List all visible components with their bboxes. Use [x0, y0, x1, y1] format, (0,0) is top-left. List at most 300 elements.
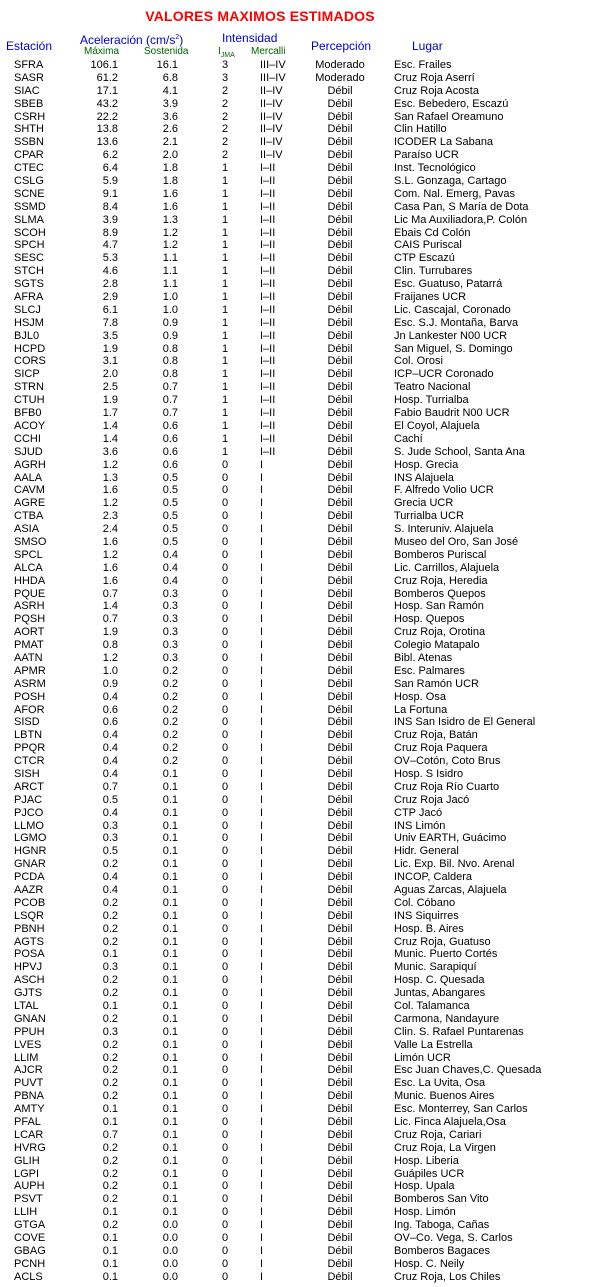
aceleracion-sostenida: 0.1 [162, 961, 178, 974]
aceleracion-maxima: 0.2 [102, 1180, 118, 1193]
aceleracion-maxima: 0.2 [102, 909, 118, 922]
aceleracion-sostenida: 0.5 [162, 471, 178, 484]
station-code: GNAN [14, 1012, 46, 1025]
aceleracion-maxima: 106.1 [90, 59, 118, 71]
table-row [0, 355, 590, 368]
table-row [0, 704, 590, 717]
intensidad-mercalli: I–II [260, 162, 276, 175]
intensidad-mercalli: I–II [260, 329, 276, 342]
aceleracion-maxima: 0.1 [102, 948, 118, 961]
intensidad-jma: 0 [221, 793, 229, 806]
aceleracion-maxima: 0.2 [102, 935, 118, 948]
lugar: Lic. Carrillos, Alajuela [394, 561, 500, 574]
intensidad-jma: 1 [221, 329, 229, 342]
intensidad-jma: 1 [221, 303, 229, 316]
intensidad-mercalli: I [260, 806, 264, 819]
table-row [0, 472, 590, 485]
table-row [0, 1103, 590, 1116]
aceleracion-sostenida: 2.6 [162, 123, 178, 136]
aceleracion-maxima: 0.2 [102, 1193, 118, 1206]
station-code: ACLS [14, 1270, 43, 1283]
aceleracion-sostenida: 4.1 [162, 84, 178, 97]
intensidad-mercalli: I [260, 896, 264, 909]
intensidad-mercalli: I [260, 651, 264, 664]
lugar: Valle La Estrella [394, 1038, 473, 1051]
aceleracion-maxima: 0.2 [102, 974, 118, 987]
aceleracion-sostenida: 0.1 [162, 896, 178, 909]
intensidad-jma: 0 [221, 935, 229, 948]
intensidad-jma: 0 [221, 1064, 229, 1077]
percepcion: Débil [327, 1025, 353, 1038]
aceleracion-maxima: 2.4 [102, 523, 118, 536]
table-row [0, 1232, 590, 1245]
aceleracion-maxima: 0.2 [102, 858, 118, 871]
percepcion: Débil [327, 265, 353, 278]
table-row [0, 291, 590, 304]
station-code: CORS [14, 355, 46, 368]
aceleracion-sostenida: 0.6 [162, 445, 178, 458]
intensidad-mercalli: I [260, 922, 264, 935]
intensidad-jma: 1 [221, 342, 229, 355]
intensidad-mercalli: I [260, 471, 264, 484]
intensidad-mercalli: I [260, 1232, 264, 1245]
station-code: APMR [14, 664, 46, 677]
aceleracion-maxima: 1.6 [102, 561, 118, 574]
intensidad-mercalli: I [260, 742, 264, 755]
station-code: PMAT [14, 639, 44, 652]
aceleracion-maxima: 0.3 [102, 961, 118, 974]
header-mercalli: Mercalli [251, 46, 286, 57]
header-maxima: Máxima [84, 46, 120, 57]
percepcion: Débil [327, 922, 353, 935]
aceleracion-maxima: 4.7 [102, 239, 118, 252]
table-row [0, 1180, 590, 1193]
lugar: Hidr. General [394, 845, 459, 858]
aceleracion-maxima: 8.9 [102, 226, 118, 239]
aceleracion-maxima: 0.1 [102, 1244, 118, 1257]
intensidad-jma: 0 [221, 703, 229, 716]
table-row [0, 484, 590, 497]
aceleracion-sostenida: 0.1 [162, 1064, 178, 1077]
aceleracion-maxima: 0.1 [102, 1116, 118, 1129]
intensidad-jma: 0 [221, 677, 229, 690]
lugar: CAIS Puriscal [394, 239, 462, 252]
intensidad-jma: 0 [221, 1141, 229, 1154]
aceleracion-maxima: 0.1 [102, 1103, 118, 1116]
intensidad-jma: 0 [221, 1116, 229, 1129]
intensidad-mercalli: I [260, 987, 264, 1000]
percepcion: Débil [327, 471, 353, 484]
intensidad-jma: 0 [221, 574, 229, 587]
station-code: LGMO [14, 832, 47, 845]
intensidad-mercalli: I [260, 510, 264, 523]
table-row [0, 1090, 590, 1103]
intensidad-mercalli: I [260, 1064, 264, 1077]
aceleracion-sostenida: 1.1 [162, 278, 178, 291]
aceleracion-maxima: 1.6 [102, 484, 118, 497]
aceleracion-sostenida: 0.5 [162, 497, 178, 510]
table-row [0, 1039, 590, 1052]
aceleracion-sostenida: 1.8 [162, 175, 178, 188]
intensidad-jma: 0 [221, 1154, 229, 1167]
station-code: LSQR [14, 909, 44, 922]
lugar: Hosp. C. Quesada [394, 974, 485, 987]
aceleracion-maxima: 3.9 [102, 213, 118, 226]
aceleracion-sostenida: 0.3 [162, 587, 178, 600]
percepcion: Débil [327, 97, 353, 110]
lugar: Cruz Roja Paquera [394, 742, 488, 755]
aceleracion-maxima: 0.4 [102, 742, 118, 755]
intensidad-mercalli: I [260, 561, 264, 574]
table-row [0, 343, 590, 356]
table-row [0, 961, 590, 974]
intensidad-mercalli: II–IV [260, 136, 283, 149]
lugar: Museo del Oro, San José [394, 535, 519, 548]
header-aceleracion-text: Aceleración (cm/s [80, 33, 176, 47]
aceleracion-maxima: 5.9 [102, 175, 118, 188]
lugar: Esc. La Uvita, Osa [394, 1077, 486, 1090]
station-code: ASRM [14, 677, 46, 690]
aceleracion-maxima: 2.5 [102, 381, 118, 394]
percepcion: Débil [327, 1141, 353, 1154]
percepcion: Débil [327, 175, 353, 188]
aceleracion-maxima: 0.2 [102, 1064, 118, 1077]
intensidad-mercalli: I [260, 1128, 264, 1141]
intensidad-jma: 0 [221, 639, 229, 652]
lugar: Univ EARTH, Guácimo [394, 832, 507, 845]
table-row [0, 1129, 590, 1142]
table-row [0, 523, 590, 536]
table-row [0, 691, 590, 704]
intensidad-jma: 2 [221, 110, 229, 123]
percepcion: Débil [327, 226, 353, 239]
intensidad-mercalli: I [260, 858, 264, 871]
intensidad-jma: 1 [221, 265, 229, 278]
intensidad-jma: 0 [221, 806, 229, 819]
intensidad-jma: 2 [221, 97, 229, 110]
percepcion: Débil [327, 987, 353, 1000]
intensidad-jma: 1 [221, 200, 229, 213]
station-code: AGRE [14, 497, 46, 510]
intensidad-mercalli: I [260, 935, 264, 948]
lugar: Clin. Turrubares [394, 265, 473, 278]
percepcion: Débil [327, 690, 353, 703]
percepcion: Débil [327, 1090, 353, 1103]
lugar: Munic. Buenos Aires [394, 1090, 495, 1103]
lugar: Cruz Roja, Cariari [394, 1128, 482, 1141]
percepcion: Débil [327, 200, 353, 213]
station-code: AFOR [14, 703, 45, 716]
aceleracion-maxima: 9.1 [102, 187, 118, 200]
table-row [0, 1000, 590, 1013]
station-code: CAVM [14, 484, 45, 497]
aceleracion-sostenida: 0.1 [162, 1167, 178, 1180]
intensidad-mercalli: I [260, 1103, 264, 1116]
intensidad-jma: 0 [221, 845, 229, 858]
percepcion: Débil [327, 806, 353, 819]
station-code: HCPD [14, 342, 46, 355]
lugar: Ing. Taboga, Cañas [394, 1219, 490, 1232]
intensidad-mercalli: I [260, 832, 264, 845]
aceleracion-maxima: 0.4 [102, 871, 118, 884]
intensidad-mercalli: I [260, 1180, 264, 1193]
lugar: Cruz Roja, Guatuso [394, 935, 491, 948]
intensidad-jma: 1 [221, 226, 229, 239]
station-code: AAZR [14, 884, 44, 896]
table-row [0, 368, 590, 381]
percepcion: Débil [327, 561, 353, 574]
lugar: Cruz Roja, Batán [394, 729, 478, 742]
aceleracion-sostenida: 0.6 [162, 458, 178, 471]
aceleracion-maxima: 0.2 [102, 1167, 118, 1180]
aceleracion-maxima: 17.1 [96, 84, 118, 97]
intensidad-mercalli: I–II [260, 316, 276, 329]
station-code: SCOH [14, 226, 46, 239]
intensidad-mercalli: I [260, 909, 264, 922]
lugar: Hosp. Quepos [394, 613, 465, 626]
table-row [0, 1168, 590, 1181]
intensidad-jma: 0 [221, 755, 229, 768]
aceleracion-maxima: 3.6 [102, 445, 118, 458]
percepcion: Débil [327, 1244, 353, 1257]
percepcion: Débil [327, 1051, 353, 1064]
aceleracion-maxima: 0.3 [102, 819, 118, 832]
aceleracion-maxima: 1.6 [102, 574, 118, 587]
station-code: CTBA [14, 510, 44, 523]
percepcion: Débil [327, 858, 353, 871]
percepcion: Débil [327, 419, 353, 432]
intensidad-jma: 0 [221, 1103, 229, 1116]
lugar: Cruz Roja Acosta [394, 84, 479, 97]
station-code: AORT [14, 626, 45, 639]
percepcion: Débil [327, 407, 353, 420]
table-row [0, 381, 590, 394]
intensidad-mercalli: I [260, 600, 264, 613]
intensidad-mercalli: I [260, 587, 264, 600]
lugar: Lic. Finca Alajuela,Osa [394, 1116, 506, 1129]
percepcion: Débil [327, 742, 353, 755]
intensidad-jma: 0 [221, 1270, 229, 1283]
intensidad-mercalli: I [260, 497, 264, 510]
intensidad-jma: 2 [221, 123, 229, 136]
percepcion: Débil [327, 342, 353, 355]
lugar: Colegio Matapalo [394, 639, 480, 652]
table-row [0, 98, 590, 111]
percepcion: Débil [327, 458, 353, 471]
table-row [0, 1116, 590, 1129]
percepcion: Débil [327, 1116, 353, 1129]
lugar: Hosp. Osa [394, 690, 446, 703]
aceleracion-sostenida: 0.2 [162, 716, 178, 729]
intensidad-mercalli: I [260, 755, 264, 768]
aceleracion-sostenida: 0.5 [162, 523, 178, 536]
percepcion: Débil [327, 1154, 353, 1167]
aceleracion-sostenida: 0.2 [162, 729, 178, 742]
aceleracion-sostenida: 0.8 [162, 368, 178, 381]
header-estacion: Estación [6, 39, 53, 53]
intensidad-jma: 0 [221, 651, 229, 664]
lugar: Bomberos Quepos [394, 587, 486, 600]
percepcion: Débil [327, 755, 353, 768]
station-code: GBAG [14, 1244, 46, 1257]
table-row [0, 871, 590, 884]
intensidad-mercalli: I [260, 948, 264, 961]
aceleracion-sostenida: 2.1 [162, 136, 178, 149]
station-code: LLIH [14, 1206, 38, 1219]
percepcion: Débil [327, 819, 353, 832]
percepcion: Débil [327, 613, 353, 626]
table-row [0, 1193, 590, 1206]
aceleracion-sostenida: 0.1 [162, 987, 178, 1000]
aceleracion-sostenida: 0.1 [162, 793, 178, 806]
aceleracion-sostenida: 0.2 [162, 703, 178, 716]
intensidad-mercalli: I [260, 1141, 264, 1154]
aceleracion-maxima: 0.2 [102, 1038, 118, 1051]
intensidad-mercalli: I [260, 1167, 264, 1180]
lugar: Cruz Roja, Heredia [394, 574, 488, 587]
intensidad-mercalli: I–II [260, 394, 276, 407]
lugar: Lic. Cascajal, Coronado [394, 303, 511, 316]
lugar: Col. Cóbano [394, 896, 456, 909]
lugar: Esc. Frailes [394, 59, 452, 71]
aceleracion-maxima: 0.1 [102, 1232, 118, 1245]
table-row [0, 1245, 590, 1258]
table-row [0, 987, 590, 1000]
intensidad-jma: 0 [221, 1128, 229, 1141]
percepcion: Débil [327, 252, 353, 265]
header-jma [218, 46, 235, 59]
station-code: HGNR [14, 845, 47, 858]
station-code: PUVT [14, 1077, 44, 1090]
percepcion: Débil [327, 510, 353, 523]
intensidad-mercalli: I [260, 703, 264, 716]
station-code: HSJM [14, 316, 44, 329]
aceleracion-maxima: 0.4 [102, 767, 118, 780]
table-row [0, 755, 590, 768]
aceleracion-maxima: 0.4 [102, 690, 118, 703]
lugar: Cachí [394, 432, 423, 445]
aceleracion-maxima: 1.7 [102, 407, 118, 420]
intensidad-mercalli: I–II [260, 419, 276, 432]
intensidad-mercalli: I [260, 1154, 264, 1167]
lugar: ICODER La Sabana [394, 136, 494, 149]
aceleracion-sostenida: 0.4 [162, 561, 178, 574]
intensidad-mercalli: I–II [260, 187, 276, 200]
aceleracion-maxima: 0.6 [102, 716, 118, 729]
table-row [0, 665, 590, 678]
percepcion: Débil [327, 896, 353, 909]
station-code: PPQR [14, 742, 46, 755]
station-code: PSVT [14, 1193, 43, 1206]
station-code: POSH [14, 690, 46, 703]
aceleracion-sostenida: 0.1 [162, 948, 178, 961]
station-code: AGTS [14, 935, 44, 948]
percepcion: Débil [327, 432, 353, 445]
table-row [0, 278, 590, 291]
table-row [0, 884, 590, 897]
aceleracion-maxima: 4.6 [102, 265, 118, 278]
station-code: CTEC [14, 162, 44, 175]
station-code: SESC [14, 252, 44, 265]
aceleracion-sostenida: 0.1 [162, 832, 178, 845]
intensidad-jma: 0 [221, 458, 229, 471]
aceleracion-maxima: 3.5 [102, 329, 118, 342]
intensidad-mercalli: I–II [260, 381, 276, 394]
percepcion: Débil [327, 445, 353, 458]
intensidad-mercalli: I–II [260, 200, 276, 213]
aceleracion-sostenida: 0.1 [162, 1154, 178, 1167]
lugar: Juntas, Abangares [394, 987, 486, 1000]
percepcion: Débil [327, 213, 353, 226]
percepcion: Débil [327, 316, 353, 329]
percepcion: Débil [327, 1257, 353, 1270]
aceleracion-sostenida: 0.5 [162, 484, 178, 497]
header-sostenida: Sostenida [144, 46, 189, 57]
lugar: Esc. Guatuso, Patarrá [394, 278, 503, 291]
aceleracion-sostenida: 0.6 [162, 432, 178, 445]
intensidad-jma: 2 [221, 136, 229, 149]
lugar: Hosp. Grecia [394, 458, 459, 471]
aceleracion-maxima: 1.4 [102, 432, 118, 445]
intensidad-mercalli: I [260, 729, 264, 742]
intensidad-mercalli: I [260, 677, 264, 690]
intensidad-mercalli: I [260, 767, 264, 780]
intensidad-jma: 0 [221, 767, 229, 780]
aceleracion-sostenida: 0.0 [162, 1244, 178, 1257]
percepcion: Débil [327, 303, 353, 316]
intensidad-jma: 0 [221, 587, 229, 600]
aceleracion-sostenida: 0.1 [162, 884, 178, 896]
intensidad-jma: 0 [221, 909, 229, 922]
lugar: Hosp. Liberia [394, 1154, 459, 1167]
intensidad-mercalli: II–IV [260, 110, 283, 123]
station-code: BFB0 [14, 407, 42, 420]
aceleracion-sostenida: 0.1 [162, 1128, 178, 1141]
table-row [0, 175, 590, 188]
intensidad-jma: 0 [221, 1232, 229, 1245]
lugar: Casa Pan, S María de Dota [394, 200, 529, 213]
station-code: PCOB [14, 896, 46, 909]
percepcion: Débil [327, 664, 353, 677]
aceleracion-maxima: 13.6 [96, 136, 118, 149]
intensidad-mercalli: I–II [260, 252, 276, 265]
percepcion: Débil [327, 1077, 353, 1090]
station-code: PBNH [14, 922, 45, 935]
aceleracion-sostenida: 0.1 [162, 1051, 178, 1064]
lugar: Munic. Puerto Cortés [394, 948, 498, 961]
station-code: AGRH [14, 458, 46, 471]
table-row [0, 1026, 590, 1039]
table-row [0, 923, 590, 936]
aceleracion-sostenida: 1.1 [162, 252, 178, 265]
aceleracion-maxima: 0.5 [102, 793, 118, 806]
lugar: Fraijanes UCR [394, 291, 467, 304]
lugar: Munic. Sarapiquí [394, 961, 477, 974]
aceleracion-maxima: 0.1 [102, 1000, 118, 1013]
aceleracion-sostenida: 0.1 [162, 1000, 178, 1013]
aceleracion-maxima: 2.0 [102, 368, 118, 381]
intensidad-jma: 0 [221, 600, 229, 613]
table-row [0, 1206, 590, 1219]
station-code: PJAC [14, 793, 43, 806]
intensidad-mercalli: I–II [260, 239, 276, 252]
aceleracion-maxima: 1.2 [102, 497, 118, 510]
percepcion: Débil [327, 136, 353, 149]
station-code: LCAR [14, 1128, 44, 1141]
lugar: ICP–UCR Coronado [394, 368, 494, 381]
intensidad-mercalli: I [260, 871, 264, 884]
table-row [0, 768, 590, 781]
